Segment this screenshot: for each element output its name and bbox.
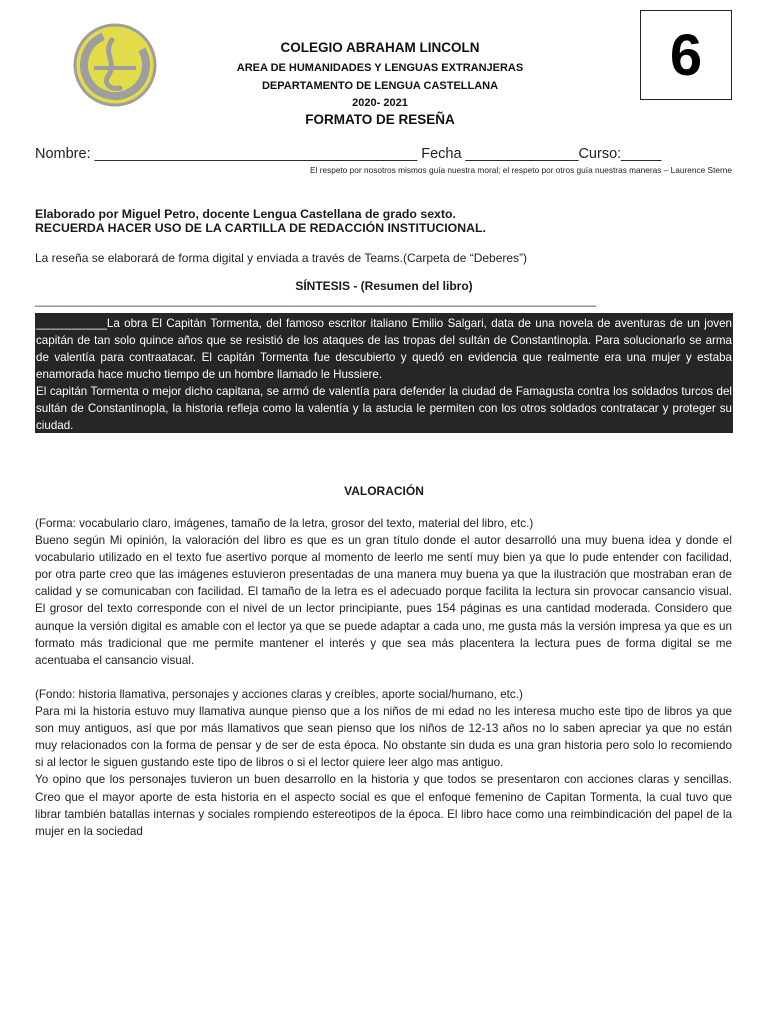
- sintesis-paragraph: El capitán Tormenta o mejor dicho capitana, se armó de valentía para defender la ciudad de Famagusta contra los soldados turcos del sultán de Constantinopla, la historia refleja como la valentía y la astucia le permiten con los otros soldados contratacar y proteger su ciudad.: [36, 385, 732, 432]
- fondo-prompt: (Fondo: historia llamativa, personajes y acciones claras y creíbles, aporte social/humano, etc.): [35, 688, 523, 701]
- fondo-paragraph: Yo opino que los personajes tuvieron un buen desarrollo en la historia y que todos se presentaron con acciones claras y sencillas. Creo que el mayor aporte de esta historia en el aspecto social es que el enfoque femenino de Capitan Tormenta, la cual tuvo que librar también batallas internas y sociales rompiendo estereotipos de la época. El libro hace como una reimbindicación del papel de la mujer en la sociedad: [35, 773, 732, 838]
- department-name: DEPARTAMENTO DE LENGUA CASTELLANA: [261, 80, 499, 92]
- grade-box: [640, 10, 732, 100]
- sintesis-box: [35, 313, 733, 433]
- document-title: FORMATO DE RESEÑA: [305, 112, 455, 127]
- sintesis-title: SÍNTESIS - (Resumen del libro): [295, 279, 473, 293]
- author-note-line: Elaborado por Miguel Petro, docente Lengua Castellana de grado sexto.: [35, 207, 456, 221]
- sintesis-underline: ________________________________________________________________________________________: [35, 293, 596, 307]
- fondo-section: [35, 686, 732, 840]
- area-name: AREA DE HUMANIDADES Y LENGUAS EXTRANJERAS: [236, 62, 524, 74]
- motto-quote: El respeto por nosotros mismos guía nuestra moral; el respeto por otros guía nuestras maneras – Laurence Sterne: [310, 165, 732, 175]
- fondo-paragraph: Para mi la historia estuvo muy llamativa aunque pienso que a los niños de mi edad no les interesa mucho este tipo de libros ya que son muy antiguos, así que por más llamativos que sean pienso que los niños de 12-13 años no lo saben apreciar ya que no están muy relacionados con la forma de pensar y de ser de esta época. No obstante sin duda es una gran historia pero solo lo recomiendo si al lector le siguen gustando este tipo de libros o si el lector quiere leer algo mas antiguo.: [35, 705, 732, 770]
- instructions: La reseña se elaborará de forma digital y enviada a través de Teams.(Carpeta de “Deberes”): [35, 251, 528, 265]
- sintesis-paragraph: ___________La obra El Capitán Tormenta, del famoso escritor italiano Emilio Salgari, data de una novela de aventuras de un joven capitán de tan solo quince años que se resistió de los ataques de las tropas del sultán de Constantinopla. Para solucionarlo se arma de valentía para contraatacar. El capitán Tormenta fue descubierto y quedó en evidencia que realmente era una mujer y estaba enamorada hace mucho tiempo de un hombre llamado le Hussiere.: [36, 317, 732, 381]
- school-logo: [72, 22, 158, 108]
- forma-paragraph: Bueno según Mi opinión, la valoración del libro es que es un gran título donde el autor desarrolló una muy buena idea y donde el vocabulario utilizado en el texto fue asertivo porque al momento de leerlo me sentí muy bien ya que lo pude entender con facilidad, por otra parte creo que las imágenes estuvieron presentadas de una manera muy buena ya que la ilustración que mostraban eran de calidad y se comunicaban con facilidad. El tamaño de la letra es el adecuado porque facilita la lectura sin provocar cansancio visual. El grosor del texto corresponde con el nivel de un lector principiante, pues 154 páginas es una cantidad moderada. Considero que aunque la versión digital es amable con el lector ya que se puede adaptar a cada uno, me gusta más la versión impresa ya que es un formato más tradicional que me permite mantener el interés y que sea más placentera la lectura pues de forma digital se me acentuaba el cansancio visual.: [35, 534, 732, 667]
- school-name: COLEGIO ABRAHAM LINCOLN: [280, 40, 480, 55]
- school-year: 2020- 2021: [352, 97, 408, 109]
- student-fields-line: Nombre: ________________________________________ Fecha ______________Curso:_____: [35, 146, 662, 162]
- author-note: [35, 207, 486, 235]
- forma-prompt: (Forma: vocabulario claro, imágenes, tamaño de la letra, grosor del texto, material del libro, etc.): [35, 517, 534, 530]
- forma-section: [35, 515, 732, 669]
- reminder-line: RECUERDA HACER USO DE LA CARTILLA DE REDACCIÓN INSTITUCIONAL.: [35, 221, 486, 235]
- grade-number: 6: [669, 22, 703, 88]
- valoracion-title: VALORACIÓN: [344, 484, 424, 498]
